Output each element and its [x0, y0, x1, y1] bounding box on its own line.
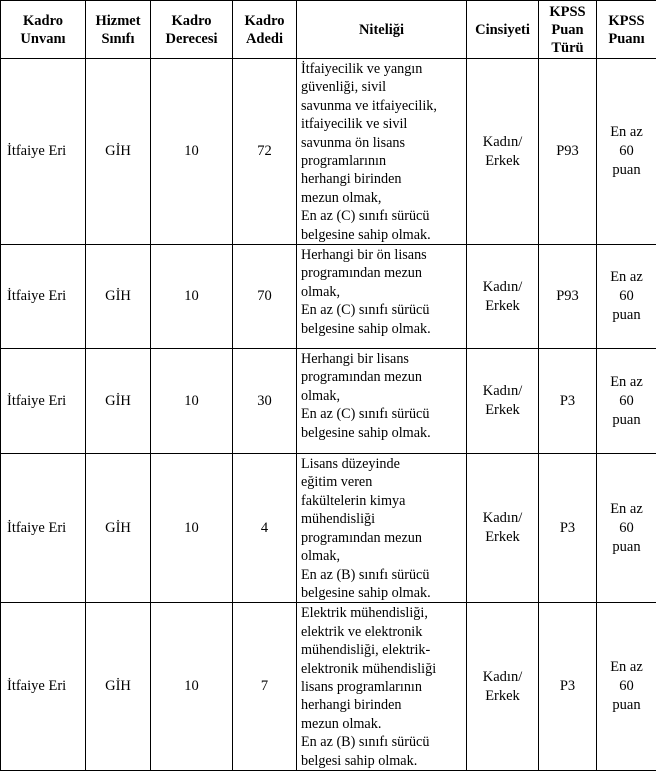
cinsiyet-line: Kadın/	[467, 668, 538, 687]
cell-kadro-adedi: 70	[233, 245, 297, 349]
nitelik-line: En az (C) sınıfı sürücü	[301, 207, 462, 225]
nitelik-line: fakültelerin kimya	[301, 492, 462, 510]
nitelik-line: elektronik mühendisliği	[301, 660, 462, 678]
nitelik-line: Herhangi bir ön lisans	[301, 246, 462, 264]
nitelik-line: eğitim veren	[301, 473, 462, 491]
nitelik-line: güvenliği, sivil	[301, 78, 462, 96]
table-body	[1, 59, 656, 771]
cell-hizmet-sinifi: GİH	[86, 454, 151, 603]
nitelik-line: olmak,	[301, 547, 462, 565]
cinsiyet-line: Erkek	[467, 297, 538, 316]
cinsiyet-line: Kadın/	[467, 382, 538, 401]
nitelik-line: herhangi birinden	[301, 170, 462, 188]
nitelik-line: En az (B) sınıfı sürücü	[301, 733, 462, 751]
puan-line: puan	[597, 306, 656, 325]
puan-line: En az	[597, 123, 656, 142]
header-row	[1, 1, 656, 59]
cell-kpss-puani	[597, 349, 656, 454]
nitelik-line: savunma ön lisans	[301, 134, 462, 152]
cell-hizmet-sinifi: GİH	[86, 349, 151, 454]
nitelik-line: itfaiyecilik ve sivil	[301, 115, 462, 133]
cell-kpss-puan-turu: P3	[539, 349, 597, 454]
puan-line: En az	[597, 658, 656, 677]
cell-niteligi	[297, 454, 467, 603]
nitelik-line: En az (B) sınıfı sürücü	[301, 566, 462, 584]
puan-line: En az	[597, 500, 656, 519]
cell-kadro-unvani: İtfaiye Eri	[1, 603, 86, 771]
cell-hizmet-sinifi: GİH	[86, 59, 151, 245]
puan-line: puan	[597, 538, 656, 557]
cell-kadro-adedi: 72	[233, 59, 297, 245]
header-hizmet-sinifi: Hizmet Sınıfı	[86, 1, 151, 59]
cell-kadro-derecesi: 10	[151, 59, 233, 245]
nitelik-line: programından mezun	[301, 368, 462, 386]
nitelik-line: olmak,	[301, 283, 462, 301]
puan-line: 60	[597, 142, 656, 161]
cinsiyet-line: Kadın/	[467, 278, 538, 297]
nitelik-line: mezun olmak,	[301, 189, 462, 207]
puan-line: puan	[597, 696, 656, 715]
cell-kadro-unvani: İtfaiye Eri	[1, 454, 86, 603]
nitelik-line: belgesine sahip olmak.	[301, 584, 462, 602]
puan-line: 60	[597, 519, 656, 538]
nitelik-line: İtfaiyecilik ve yangın	[301, 60, 462, 78]
cell-hizmet-sinifi: GİH	[86, 245, 151, 349]
cell-kadro-adedi: 30	[233, 349, 297, 454]
nitelik-line: programından mezun	[301, 264, 462, 282]
nitelik-line: herhangi birinden	[301, 696, 462, 714]
nitelik-line: belgesine sahip olmak.	[301, 226, 462, 244]
cell-cinsiyeti	[467, 349, 539, 454]
table-row	[1, 245, 656, 349]
table-row	[1, 59, 656, 245]
header-cinsiyeti: Cinsiyeti	[467, 1, 539, 59]
cell-hizmet-sinifi: GİH	[86, 603, 151, 771]
nitelik-line: En az (C) sınıfı sürücü	[301, 301, 462, 319]
nitelik-line: mühendisliği	[301, 510, 462, 528]
puan-line: puan	[597, 161, 656, 180]
cell-kpss-puani	[597, 454, 656, 603]
cell-kadro-unvani: İtfaiye Eri	[1, 245, 86, 349]
cell-niteligi	[297, 59, 467, 245]
nitelik-line: Elektrik mühendisliği,	[301, 604, 462, 622]
nitelik-line: belgesi sahip olmak.	[301, 752, 462, 770]
nitelik-line: mühendisliği, elektrik-	[301, 641, 462, 659]
header-kpss-puani: KPSS Puanı	[597, 1, 656, 59]
nitelik-line: mezun olmak.	[301, 715, 462, 733]
nitelik-line: En az (C) sınıfı sürücü	[301, 405, 462, 423]
cell-kadro-unvani: İtfaiye Eri	[1, 59, 86, 245]
cell-kadro-derecesi: 10	[151, 454, 233, 603]
puan-line: puan	[597, 411, 656, 430]
cell-kpss-puan-turu: P3	[539, 454, 597, 603]
cinsiyet-line: Erkek	[467, 528, 538, 547]
cell-cinsiyeti	[467, 454, 539, 603]
cell-kpss-puani	[597, 603, 656, 771]
header-kadro-derecesi: Kadro Derecesi	[151, 1, 233, 59]
nitelik-line: lisans programlarının	[301, 678, 462, 696]
cinsiyet-line: Erkek	[467, 687, 538, 706]
cell-kadro-unvani: İtfaiye Eri	[1, 349, 86, 454]
cell-kpss-puan-turu: P93	[539, 59, 597, 245]
cell-cinsiyeti	[467, 603, 539, 771]
puan-line: 60	[597, 287, 656, 306]
puan-line: En az	[597, 373, 656, 392]
cell-niteligi	[297, 349, 467, 454]
cell-kpss-puan-turu: P93	[539, 245, 597, 349]
cinsiyet-line: Kadın/	[467, 133, 538, 152]
cell-kpss-puan-turu: P3	[539, 603, 597, 771]
table-row	[1, 454, 656, 603]
header-kadro-unvani: Kadro Unvanı	[1, 1, 86, 59]
cinsiyet-line: Kadın/	[467, 509, 538, 528]
table-row	[1, 349, 656, 454]
cell-kadro-derecesi: 10	[151, 349, 233, 454]
header-kpss-puan-turu: KPSS Puan Türü	[539, 1, 597, 59]
nitelik-line: belgesine sahip olmak.	[301, 320, 462, 338]
nitelik-line: programından mezun	[301, 529, 462, 547]
cinsiyet-line: Erkek	[467, 401, 538, 420]
cell-kpss-puani	[597, 59, 656, 245]
header-niteligi: Niteliği	[297, 1, 467, 59]
cinsiyet-line: Erkek	[467, 152, 538, 171]
nitelik-line: Herhangi bir lisans	[301, 350, 462, 368]
nitelik-line: belgesine sahip olmak.	[301, 424, 462, 442]
puan-line: En az	[597, 268, 656, 287]
nitelik-line: elektrik ve elektronik	[301, 623, 462, 641]
cell-niteligi	[297, 603, 467, 771]
cell-kadro-derecesi: 10	[151, 603, 233, 771]
header-kadro-adedi: Kadro Adedi	[233, 1, 297, 59]
puan-line: 60	[597, 392, 656, 411]
cell-kpss-puani	[597, 245, 656, 349]
nitelik-line: programlarının	[301, 152, 462, 170]
nitelik-line: olmak,	[301, 387, 462, 405]
cell-kadro-derecesi: 10	[151, 245, 233, 349]
nitelik-line: savunma ve itfaiyecilik,	[301, 97, 462, 115]
cell-niteligi	[297, 245, 467, 349]
cell-cinsiyeti	[467, 245, 539, 349]
puan-line: 60	[597, 677, 656, 696]
cell-kadro-adedi: 7	[233, 603, 297, 771]
cell-cinsiyeti	[467, 59, 539, 245]
nitelik-line: Lisans düzeyinde	[301, 455, 462, 473]
table-row	[1, 603, 656, 771]
cell-kadro-adedi: 4	[233, 454, 297, 603]
